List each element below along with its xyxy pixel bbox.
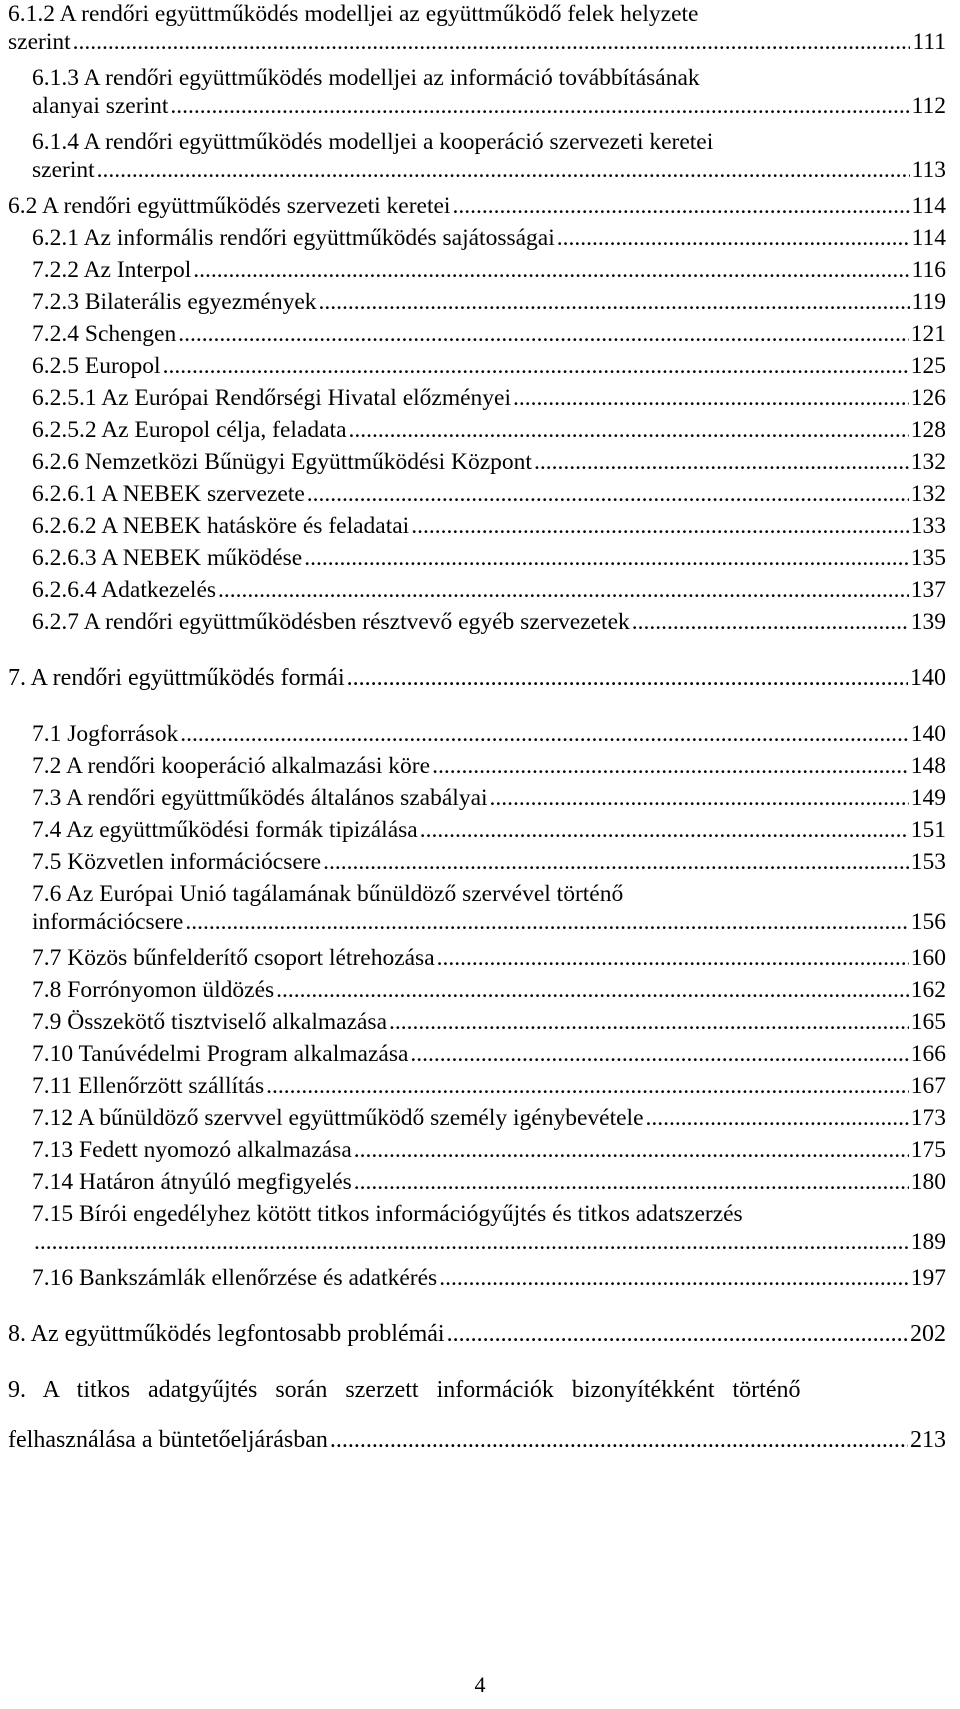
toc-entry-page: 140 xyxy=(910,665,946,691)
toc-entry-title: 6.2.6.1 A NEBEK szervezete xyxy=(32,481,305,507)
toc-entry-title: 6.2.7 A rendőri együttműködésben résztvevő egyéb szervezetek xyxy=(32,609,630,635)
toc-entry-title: 6.2.6.3 A NEBEK működése xyxy=(32,545,303,571)
toc-entry-title: 7.5 Közvetlen információcsere xyxy=(32,849,322,875)
toc-entry-title: 7.2.3 Bilaterális egyezmények xyxy=(32,289,317,315)
toc-entry[interactable] xyxy=(32,816,946,844)
toc-entry-title-line1: 7.6 Az Európai Unió tagálamának bűnüldöző szervével történő xyxy=(32,881,624,907)
dot-leader xyxy=(349,416,909,444)
toc-entry[interactable] xyxy=(32,976,946,1004)
toc-entry[interactable] xyxy=(32,128,946,184)
toc-entry-page: 165 xyxy=(910,1009,946,1035)
dot-leader xyxy=(185,908,908,936)
toc-entry-page: 202 xyxy=(910,1321,946,1347)
dot-leader xyxy=(218,576,909,604)
toc-entry[interactable] xyxy=(32,320,946,348)
toc-entry-page: 128 xyxy=(910,417,946,443)
toc-entry-page: 121 xyxy=(910,321,946,347)
toc-entry-page: 162 xyxy=(910,977,946,1003)
toc-entry-title: 7.13 Fedett nyomozó alkalmazása xyxy=(32,1137,352,1163)
toc-entry[interactable] xyxy=(32,944,946,972)
toc-entry[interactable] xyxy=(8,192,946,220)
toc-entry-page: 139 xyxy=(910,609,946,635)
toc-entry-page: 113 xyxy=(911,157,946,183)
toc-entry-title: felhasználása a büntetőeljárásban xyxy=(8,1427,328,1453)
toc-entry-title: 7.1 Jogforrások xyxy=(32,721,179,747)
dot-leader xyxy=(163,352,909,380)
toc-entry-title: 7.4 Az együttműködési formák tipizálása xyxy=(32,817,418,843)
dot-leader xyxy=(347,664,908,692)
toc-entry-title: 7.2.4 Schengen xyxy=(32,321,177,347)
dot-leader xyxy=(490,784,909,812)
dot-leader xyxy=(632,608,909,636)
toc-entry-page: 126 xyxy=(910,385,946,411)
dot-leader xyxy=(534,448,909,476)
toc-entry-page: 156 xyxy=(910,909,946,935)
toc-entry-title: 7.12 A bűnüldöző szervvel együttműködő személy igénybevétele xyxy=(32,1105,644,1131)
toc-entry[interactable] xyxy=(32,720,946,748)
dot-leader xyxy=(73,28,911,56)
toc-entry-page: 148 xyxy=(910,753,946,779)
toc-entry[interactable] xyxy=(32,256,946,284)
toc-entry-title: 7.3 A rendőri együttműködés általános szabályai xyxy=(32,785,488,811)
dot-leader xyxy=(354,1168,909,1196)
toc-entry[interactable] xyxy=(32,448,946,476)
toc-entry-title-line1: 6.1.4 A rendőri együttműködés modelljei a kooperáció szervezeti keretei xyxy=(32,129,714,155)
dot-leader xyxy=(420,816,909,844)
toc-entry-page: 119 xyxy=(911,289,946,315)
toc-entry[interactable] xyxy=(32,1264,946,1292)
toc-entry[interactable] xyxy=(32,752,946,780)
toc-entry-title: 7.14 Határon átnyúló megfigyelés xyxy=(32,1169,352,1195)
toc-entry-page: 167 xyxy=(910,1073,946,1099)
toc-entry-page: 132 xyxy=(910,481,946,507)
dot-leader xyxy=(439,1264,909,1292)
dot-leader xyxy=(437,944,909,972)
toc-entry-title: 7.10 Tanúvédelmi Program alkalmazása xyxy=(32,1041,409,1067)
toc-entry-title: 7.8 Forrónyomon üldözés xyxy=(32,977,275,1003)
toc-entry-title: 7.2.2 Az Interpol xyxy=(32,257,192,283)
toc-entry-title: 6.2.5 Europol xyxy=(32,353,161,379)
toc-entry[interactable] xyxy=(32,416,946,444)
toc-entry-page: 114 xyxy=(911,193,946,219)
toc-entry-page: 180 xyxy=(910,1169,946,1195)
toc-entry[interactable] xyxy=(32,848,946,876)
toc-entry-page: 114 xyxy=(911,225,946,251)
toc-entry[interactable] xyxy=(32,224,946,252)
toc-entry[interactable] xyxy=(32,352,946,380)
toc-entry[interactable] xyxy=(32,544,946,572)
toc-chapter-entry[interactable] xyxy=(8,664,946,692)
toc-chapter-entry[interactable] xyxy=(8,1376,946,1454)
toc-entry-page: 125 xyxy=(910,353,946,379)
toc-entry-page: 160 xyxy=(910,945,946,971)
toc-entry[interactable] xyxy=(32,512,946,540)
toc-entry-page: 175 xyxy=(910,1137,946,1163)
toc-entry[interactable] xyxy=(32,480,946,508)
toc-entry-title-line1: 6.1.3 A rendőri együttműködés modelljei az információ továbbításának xyxy=(32,65,700,91)
toc-entry-title: 6.2.5.1 Az Európai Rendőrségi Hivatal előzményei xyxy=(32,385,512,411)
dot-leader xyxy=(646,1104,909,1132)
toc-entry-title: 7.9 Összekötő tisztviselő alkalmazása xyxy=(32,1009,388,1035)
toc-entry[interactable] xyxy=(32,1008,946,1036)
toc-entry-page: 189 xyxy=(910,1229,946,1255)
dot-leader xyxy=(304,544,909,572)
toc-entry-page: 173 xyxy=(910,1105,946,1131)
toc-entry-title-line1: 6.1.2 A rendőri együttműködés modelljei az együttműködő felek helyzete xyxy=(8,1,699,27)
toc-entry-title: 7.2 A rendőri kooperáció alkalmazási köre xyxy=(32,753,431,779)
toc-entry[interactable] xyxy=(32,1200,946,1256)
toc-entry-page: 149 xyxy=(910,785,946,811)
toc-entry-page: 140 xyxy=(910,721,946,747)
toc-entry-page: 132 xyxy=(910,449,946,475)
dot-leader xyxy=(411,512,909,540)
toc-entry-page: 116 xyxy=(911,257,946,283)
dot-leader xyxy=(323,848,909,876)
toc-entry-page: 135 xyxy=(910,545,946,571)
toc-entry[interactable] xyxy=(32,288,946,316)
dot-leader xyxy=(330,1426,908,1454)
dot-leader xyxy=(389,1008,909,1036)
toc-entry[interactable] xyxy=(32,64,946,120)
dot-leader xyxy=(178,320,909,348)
toc-entry-title: 6.2.5.2 Az Europol célja, feladata xyxy=(32,417,347,443)
toc-entry-page: 153 xyxy=(910,849,946,875)
dot-leader xyxy=(557,224,910,252)
toc-entry[interactable] xyxy=(32,1136,946,1164)
page-number: 4 xyxy=(474,1672,486,1697)
dot-leader xyxy=(513,384,909,412)
toc-entry[interactable] xyxy=(32,384,946,412)
toc-entry-page: 137 xyxy=(910,577,946,603)
toc-entry-title-line1: 7.15 Bírói engedélyhez kötött titkos információgyűjtés és titkos adatszerzés xyxy=(32,1201,743,1227)
toc-entry-title: információcsere xyxy=(32,909,184,935)
toc-entry-title: 8. Az együttműködés legfontosabb problémái xyxy=(8,1321,445,1347)
dot-leader xyxy=(307,480,909,508)
toc-entry-page: 111 xyxy=(912,29,946,55)
toc-entry[interactable] xyxy=(32,1104,946,1132)
toc-entry-page: 197 xyxy=(910,1265,946,1291)
toc-entry-title: 7.11 Ellenőrzött szállítás xyxy=(32,1073,265,1099)
toc-entry-title: szerint xyxy=(8,29,71,55)
toc-entry[interactable] xyxy=(32,880,946,936)
toc-entry-title: 6.2.1 Az informális rendőri együttműködés sajátosságai xyxy=(32,225,555,251)
toc-entry[interactable] xyxy=(8,0,946,56)
toc-entry-title-line1: 9. A titkos adatgyűjtés során szerzett információk bizonyítékként történő xyxy=(8,1377,801,1403)
dot-leader xyxy=(97,156,910,184)
toc-entry[interactable] xyxy=(32,576,946,604)
toc-entry-page: 112 xyxy=(911,93,946,119)
toc-entry[interactable] xyxy=(32,1168,946,1196)
dot-leader xyxy=(266,1072,909,1100)
dot-leader xyxy=(193,256,909,284)
toc-entry[interactable] xyxy=(32,608,946,636)
toc-entry-page: 133 xyxy=(910,513,946,539)
toc-entry-title: 7. A rendőri együttműködés formái xyxy=(8,665,345,691)
dot-leader xyxy=(276,976,909,1004)
toc-chapter-entry[interactable] xyxy=(8,1320,946,1348)
dot-leader xyxy=(410,1040,908,1068)
toc-entry-title: 7.16 Bankszámlák ellenőrzése és adatkérés xyxy=(32,1265,438,1291)
toc-entry-title: alanyai szerint xyxy=(32,93,169,119)
toc-entry[interactable] xyxy=(32,1040,946,1068)
dot-leader xyxy=(170,92,909,120)
toc-entry-page: 151 xyxy=(910,817,946,843)
toc-entry-title: 6.2.6.4 Adatkezelés xyxy=(32,577,217,603)
toc-entry[interactable] xyxy=(32,1072,946,1100)
toc-entry-title: szerint xyxy=(32,157,95,183)
dot-leader xyxy=(319,288,910,316)
dot-leader xyxy=(180,720,909,748)
dot-leader xyxy=(452,192,909,220)
dot-leader xyxy=(432,752,909,780)
toc-entry-page: 166 xyxy=(910,1041,946,1067)
toc-entry[interactable] xyxy=(32,784,946,812)
dot-leader xyxy=(447,1320,908,1348)
toc-entry-title: 6.2.6 Nemzetközi Bűnügyi Együttműködési Központ xyxy=(32,449,532,475)
toc-entry-title: 6.2 A rendőri együttműködés szervezeti keretei xyxy=(8,193,451,219)
toc-entry-title: 6.2.6.2 A NEBEK hatásköre és feladatai xyxy=(32,513,410,539)
toc-entry-title: 7.7 Közös bűnfelderítő csoport létrehozása xyxy=(32,945,435,971)
dot-leader xyxy=(34,1228,909,1256)
dot-leader xyxy=(354,1136,909,1164)
toc-entry-page: 213 xyxy=(910,1427,946,1453)
